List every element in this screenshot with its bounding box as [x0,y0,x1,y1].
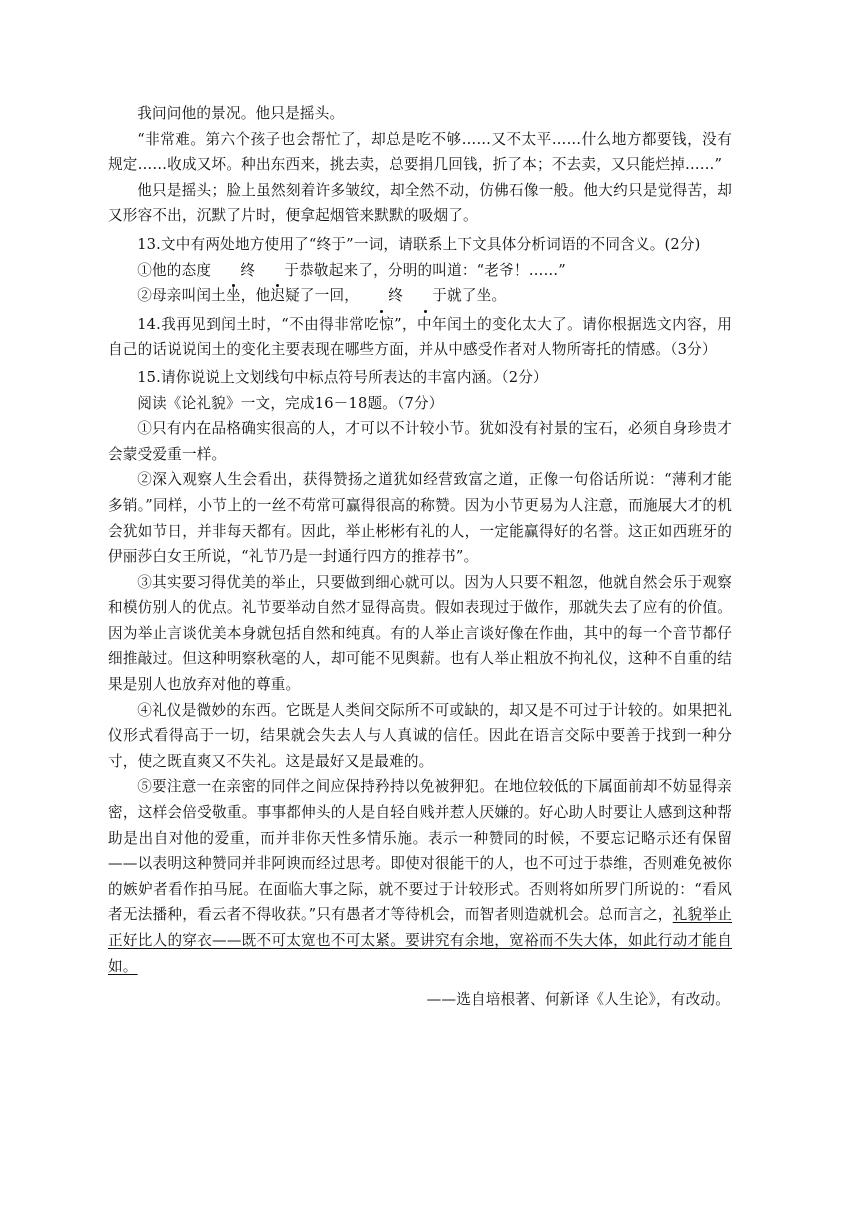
paragraph-5-text: ⑤要注意一在亲密的同伴之间应保持矜持以免被狎犯。在地位较低的下属面前却不妨显得亲密，这样会倍受敬重。事事都伸头的人是自轻自贱并惹人厌嫌的。好心助人时要让人感到这种帮助是出自对他的爱重，而并非你天性多情乐施。表示一种赞同的时候，不要忘记略示还有保留——以表明这种赞同并非阿谀而经过思考。即使对很能干的人，也不可过于恭维，否则难免被你的嫉妒者看作拍马屁。在面临大事之际，就不要过于计较形式。否则将如所罗门所说的：“看风者无法播种，看云者不得收获。”只有愚者才等待机会，而智者则造就机会。总而言之， [108,778,732,924]
example-1-text-end: 恭敬起来了，分明的叫道：“老爷！……” [299,261,566,279]
underlined-sentence: 礼貌举止正好比人的穿衣——既不可太宽也不可太紧。要讲究有余地，宽裕而不失大体，如此行动才能自如。 [108,906,732,975]
question-13-example-1 [108,258,732,284]
emphasis-char: 终 [211,258,255,284]
story-paragraph-2: “非常难。第六个孩子也会帮忙了，却总是吃不够……又不太平……什么地方都要钱，没有规定……收成又坏。种出东西来，挑去卖，总要捐几回钱，折了本；不去卖，又只能烂掉……” [108,130,732,174]
question-14: 14.我再见到闰土时，“不由得非常吃惊”，中年闰土的变化太大了。请你根据选文内容，用自己的话说说闰土的变化主要表现在哪些方面，并从中感受作者对人物所寄托的情感。（3分） [108,315,732,359]
article-paragraph-4: ④礼仪是微妙的东西。它既是人类间交际所不可或缺的，却又是不可过于计较的。如果把礼仪形式看得高于一切，结果就会失去人与人真诚的信任。因此在语言交际中要善于找到一种分寸，使之既直爽又不失礼。这是最好又是最难的。 [108,701,732,770]
example-2-text-start: ②母亲叫闰土坐，他迟疑了一回， [137,287,360,305]
example-2-text-end: 就了坐。 [447,287,507,305]
question-15: 15.请你说说上文划线句中标点符号所表达的丰富内涵。（2分） [137,368,548,386]
article-paragraph-5 [108,774,732,979]
document-body [108,101,732,1013]
reading-intro: 阅读《论礼貌》一文，完成16－18题。（7分） [137,394,444,412]
example-1-text-start: ①他的态度 [137,261,212,279]
article-paragraph-1: ①只有内在品格确实很高的人，才可以不计较小节。犹如没有衬景的宝石，必须自身珍贵才会蒙受爱重一样。 [108,420,732,463]
story-paragraph-1: 我问问他的景况。他只是摇头。 [137,105,345,122]
source-citation: ——选自培根著、何新译《人生论》，有改动。 [426,991,730,1009]
emphasis-char: 于 [403,283,447,309]
question-13-example-2 [108,283,732,309]
story-paragraph-3: 他只是摇头；脸上虽然刻着许多皱纹，却全然不动，仿佛石像一般。他大约只是觉得苦，却又形容不出，沉默了片时，便拿起烟管来默默的吸烟了。 [108,181,732,225]
question-13: 13.文中有两处地方使用了“终于”一词，请联系上下文具体分析词语的不同含义。(2分) [137,235,701,253]
emphasis-char: 终 [359,283,403,309]
emphasis-char: 于 [255,258,299,284]
article-paragraph-2: ②深入观察人生会看出，获得赞扬之道犹如经营致富之道，正像一句俗话所说：“薄利才能多销。”同样，小节上的一丝不苟常可赢得很高的称赞。因为小节更易为人注意，而施展大才的机会犹如节日，并非每天都有。因此，举止彬彬有礼的人，一定能赢得好的名誉。这正如西班牙的伊丽莎白女王所说，“礼节乃是一封通行四方的推荐书”。 [108,471,732,566]
article-paragraph-3: ③其实要习得优美的举止，只要做到细心就可以。因为人只要不粗忽，他就自然会乐于观察和模仿别人的优点。礼节要举动自然才显得高贵。假如表现过于做作，那就失去了应有的价值。因为举止言谈优美本身就包括自然和纯真。有的人举止言谈好像在作曲，其中的每一个音节都仔细推敲过。但这种明察秋毫的人，却可能不见舆薪。也有人举止粗放不拘礼仪，这种不自重的结果是别人也放弃对他的尊重。 [108,573,732,694]
